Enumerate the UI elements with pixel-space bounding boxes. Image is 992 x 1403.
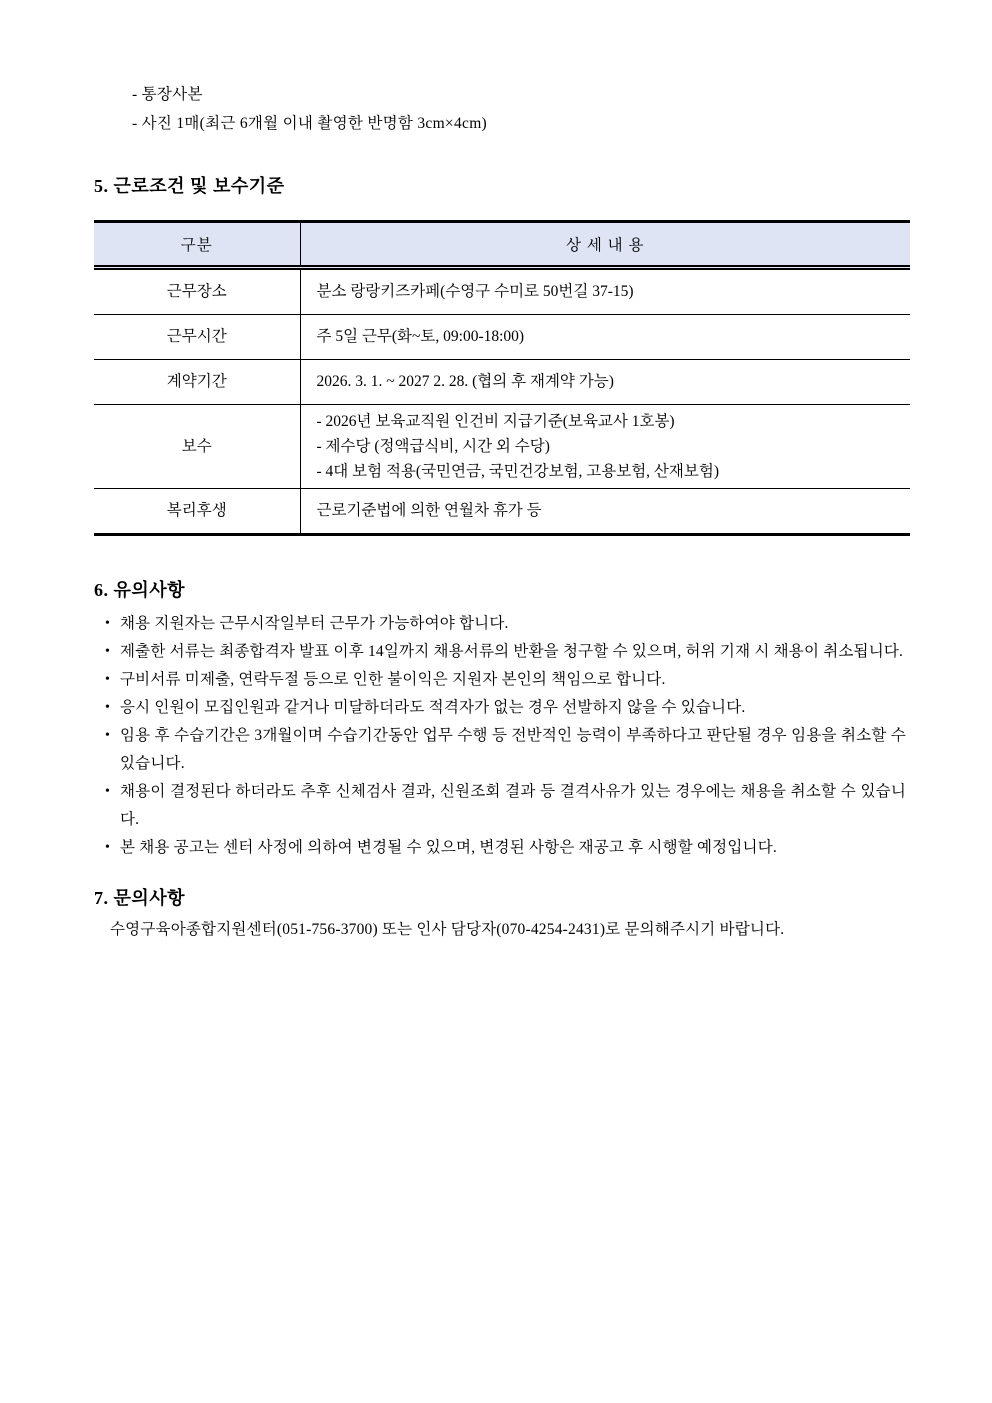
row-label-contract-period: 계약기간: [94, 360, 300, 405]
detail-line: 주 5일 근무(화~토, 09:00-18:00): [316, 328, 525, 345]
row-value-workplace: [300, 268, 910, 315]
note-item: • 채용이 결정된다 하더라도 추후 신체검사 결과, 신원조회 결과 등 결격사유가 있는 경우에는 채용을 취소할 수 있습니다.: [118, 778, 906, 834]
detail-line: 근로기준법에 의한 연월차 휴가 등: [316, 502, 542, 519]
list-item: - 사진 1매(최근 6개월 이내 촬영한 반명함 3cm×4cm): [132, 115, 488, 132]
table-row: [94, 315, 910, 360]
row-value-pay: [300, 405, 910, 489]
row-value-welfare: [300, 489, 910, 535]
required-documents-list: [94, 80, 912, 138]
detail-line: - 2026년 보육교직원 인건비 지급기준(보육교사 1호봉): [316, 413, 675, 430]
note-item: • 구비서류 미제출, 연락두절 등으로 인한 불이익은 지원자 본인의 책임으로 합니다.: [118, 666, 906, 694]
note-item: • 채용 지원자는 근무시작일부터 근무가 가능하여야 합니다.: [118, 610, 906, 638]
table-header-row: [94, 222, 910, 268]
table-row: [94, 489, 910, 535]
detail-line: - 제수당 (정액급식비, 시간 외 수당): [316, 438, 550, 455]
contact-info: 수영구육아종합지원센터(051-756-3700) 또는 인사 담당자(070-4254-2431)로 문의해주시기 바랍니다.: [110, 921, 785, 938]
table-row: [94, 268, 910, 315]
table-row: [94, 405, 910, 489]
row-label-pay: 보수: [94, 405, 300, 489]
detail-line: - 4대 보험 적용(국민연금, 국민건강보험, 고용보험, 산재보험): [316, 463, 719, 480]
section6-heading: 6. 유의사항: [94, 580, 186, 600]
notes-list: [94, 610, 912, 862]
row-label-hours: 근무시간: [94, 315, 300, 360]
note-item: • 제출한 서류는 최종합격자 발표 이후 14일까지 채용서류의 반환을 청구할 수 있으며, 허위 기재 시 채용이 취소됩니다.: [118, 638, 906, 666]
section5-heading: 5. 근로조건 및 보수기준: [94, 176, 285, 196]
list-item: - 통장사본: [132, 86, 203, 103]
row-label-workplace: 근무장소: [94, 268, 300, 315]
note-item: • 응시 인원이 모집인원과 같거나 미달하더라도 적격자가 없는 경우 선발하지 않을 수 있습니다.: [118, 694, 906, 722]
note-item: • 임용 후 수습기간은 3개월이며 수습기간동안 업무 수행 등 전반적인 능력이 부족하다고 판단될 경우 임용을 취소할 수 있습니다.: [118, 722, 906, 778]
detail-line: 분소 랑랑키즈카페(수영구 수미로 50번길 37-15): [316, 283, 634, 300]
detail-line: 2026. 3. 1. ~ 2027 2. 28. (협의 후 재계약 가능): [316, 373, 614, 390]
column-header-details: 상 세 내 용: [300, 222, 910, 268]
column-header-category: 구분: [94, 222, 300, 268]
working-conditions-table: [94, 220, 910, 536]
row-label-welfare: 복리후생: [94, 489, 300, 535]
row-value-contract-period: [300, 360, 910, 405]
row-value-hours: [300, 315, 910, 360]
section7-heading: 7. 문의사항: [94, 888, 186, 908]
note-item: • 본 채용 공고는 센터 사정에 의하여 변경될 수 있으며, 변경된 사항은 재공고 후 시행할 예정입니다.: [118, 834, 906, 862]
table-row: [94, 360, 910, 405]
